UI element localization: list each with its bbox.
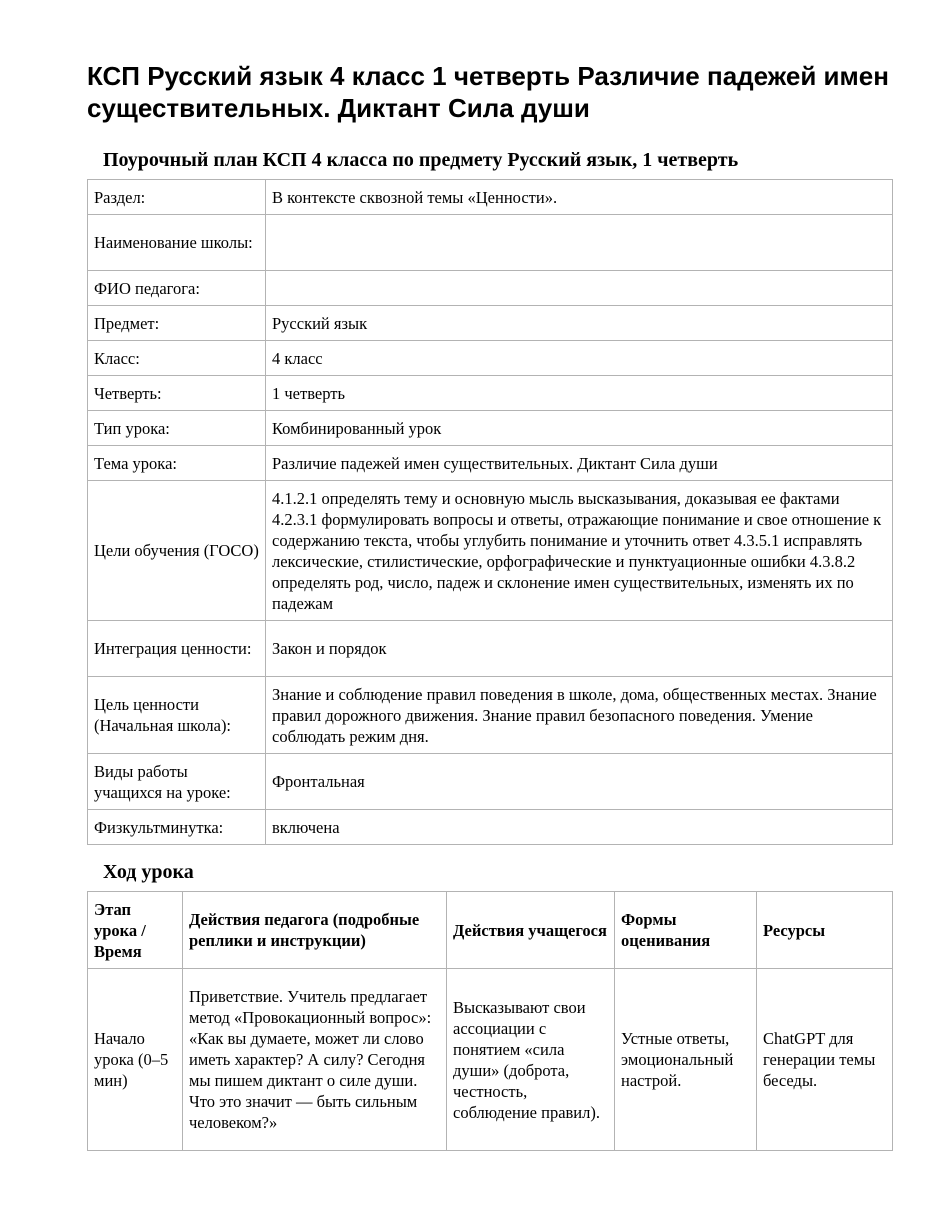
row-value: 4 класс — [266, 341, 893, 376]
column-header-stage: Этап урока / Время — [88, 892, 183, 969]
row-label: Цель ценности (Начальная школа): — [88, 677, 266, 754]
row-value: Фронтальная — [266, 754, 893, 810]
table-row — [88, 376, 893, 411]
row-label: Класс: — [88, 341, 266, 376]
table-row — [88, 754, 893, 810]
column-header-resources: Ресурсы — [757, 892, 893, 969]
table-row — [88, 411, 893, 446]
table-header-row — [88, 892, 893, 969]
row-label: Тип урока: — [88, 411, 266, 446]
row-label: Предмет: — [88, 306, 266, 341]
row-value: Закон и порядок — [266, 621, 893, 677]
table-row — [88, 969, 893, 1151]
cell-student-actions: Высказывают свои ассоциации с понятием «сила души» (доброта, честность, соблюдение правил). — [447, 969, 615, 1151]
table-row — [88, 621, 893, 677]
row-value: 1 четверть — [266, 376, 893, 411]
table-row — [88, 481, 893, 621]
table-row — [88, 215, 893, 271]
table-row — [88, 180, 893, 215]
table-row — [88, 271, 893, 306]
row-label: Четверть: — [88, 376, 266, 411]
row-value: Комбинированный урок — [266, 411, 893, 446]
table-row — [88, 306, 893, 341]
table-row — [88, 341, 893, 376]
cell-resources: ChatGPT для генерации темы беседы. — [757, 969, 893, 1151]
row-value — [266, 215, 893, 271]
table-row — [88, 810, 893, 845]
row-label: Тема урока: — [88, 446, 266, 481]
column-header-student: Действия учащегося — [447, 892, 615, 969]
table-row — [88, 677, 893, 754]
cell-stage: Начало урока (0–5 мин) — [88, 969, 183, 1151]
row-value: В контексте сквозной темы «Ценности». — [266, 180, 893, 215]
table-row — [88, 446, 893, 481]
row-value: Русский язык — [266, 306, 893, 341]
row-value — [266, 271, 893, 306]
cell-assessment: Устные ответы, эмоциональный настрой. — [615, 969, 757, 1151]
row-label: Цели обучения (ГОСО) — [88, 481, 266, 621]
row-label: Виды работы учащихся на уроке: — [88, 754, 266, 810]
row-label: Наименование школы: — [88, 215, 266, 271]
lesson-plan-table — [87, 179, 893, 845]
lesson-flow-table — [87, 891, 893, 1151]
row-value: включена — [266, 810, 893, 845]
row-value: Знание и соблюдение правил поведения в школе, дома, общественных местах. Знание правил дорожного движения. Знание правил безопасного поведения. Умение соблюдать режим дня. — [266, 677, 893, 754]
row-label: Физкультминутка: — [88, 810, 266, 845]
row-value: Различие падежей имен существительных. Диктант Сила души — [266, 446, 893, 481]
lesson-flow-heading: Ход урока — [103, 861, 194, 883]
row-label: ФИО педагога: — [88, 271, 266, 306]
document-title: КСП Русский язык 4 класс 1 четверть Различие падежей имен существительных. Диктант Сила души — [87, 61, 889, 123]
cell-teacher-actions: Приветствие. Учитель предлагает метод «Провокационный вопрос»: «Как вы думаете, может ли слово иметь характер? А силу? Сегодня мы пишем диктант о силе души. Что это значит — быть сильным человеком?» — [183, 969, 447, 1151]
plan-heading: Поурочный план КСП 4 класса по предмету Русский язык, 1 четверть — [103, 149, 739, 171]
row-label: Раздел: — [88, 180, 266, 215]
column-header-teacher: Действия педагога (подробные реплики и инструкции) — [183, 892, 447, 969]
row-value: 4.1.2.1 определять тему и основную мысль высказывания, доказывая ее фактами 4.2.3.1 формулировать вопросы и ответы, отражающие понимание и свое отношение к содержанию текста, чтобы углубить понимание и уточнить ответ 4.3.5.1 исправлять лексические, стилистические, орфографические и пунктуационные ошибки 4.3.8.2 определять род, число, падеж и склонение имен существительных, изменять их по падежам — [266, 481, 893, 621]
row-label: Интеграция ценности: — [88, 621, 266, 677]
column-header-assessment: Формы оценивания — [615, 892, 757, 969]
